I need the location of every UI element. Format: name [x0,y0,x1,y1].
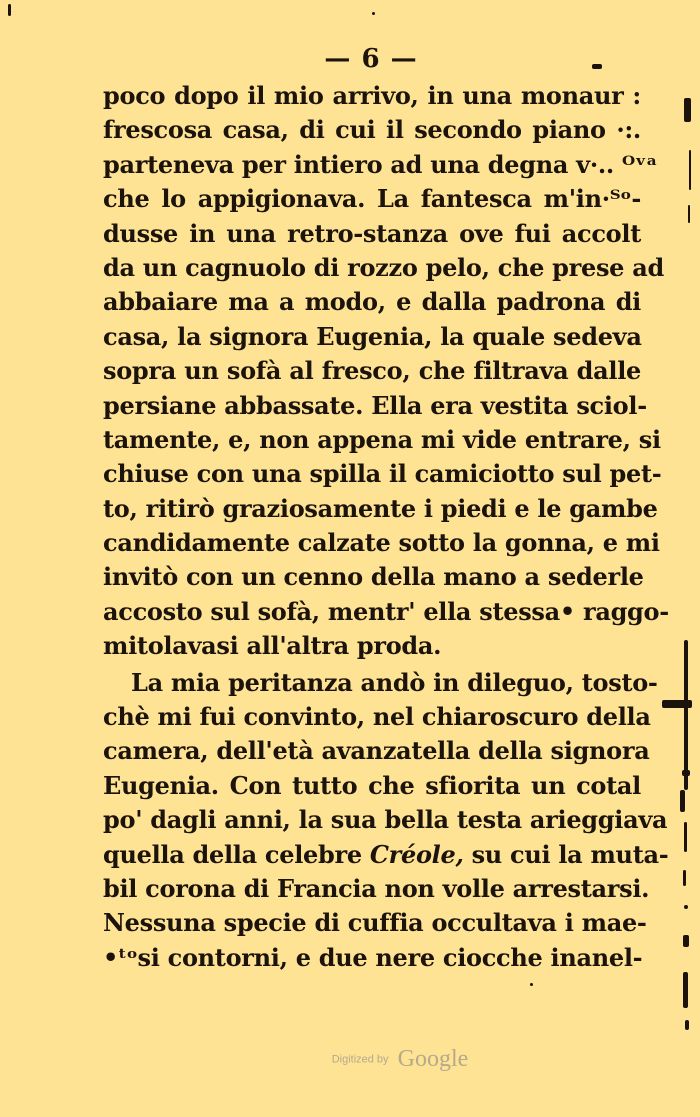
text-line: camera, dell'età avanzatella della signora [103,736,650,766]
scan-speck [689,150,691,190]
text-line: chè mi fui convinto, nel chiaroscuro della [103,702,651,732]
scan-speck [662,700,692,708]
text-line: Eugenia. Con tutto che sfiorita un cotal [103,770,641,800]
text-line: po' dagli anni, la sua bella testa arieggiava [103,805,668,835]
page-number: — 6 — [324,44,418,74]
text-line: casa, la signora Eugenia, la quale sedeva [103,321,642,351]
scan-speck [682,770,690,776]
scan-speck [683,935,689,947]
scan-speck [684,98,691,122]
scan-speck [688,205,690,223]
text-fragment: su cui la muta- [463,839,669,869]
scan-speck [685,1020,689,1030]
text-line: chiuse con una spilla il camiciotto sul pet- [103,459,662,489]
text-fragment: quella della celebre [103,839,370,869]
digitization-watermark [0,1046,700,1073]
watermark-small-text: Digitized by [331,1053,389,1066]
text-line: La mia peritanza andò in dileguo, tosto- [131,667,658,697]
text-line: accosto sul sofà, mentr' ella stessa• raggo- [103,596,669,626]
scan-speck [684,822,687,852]
scan-speck [372,12,375,15]
scan-speck [592,64,602,69]
text-line: persiane abbassate. Ella era vestita sciol- [103,390,647,420]
text-line [103,838,669,872]
text-line: invitò con un cenno della mano a sederle [103,562,644,592]
scan-speck [8,4,11,16]
scan-speck [680,790,685,812]
text-line: bil corona di Francia non volle arrestarsi. [103,873,650,903]
text-line: Nessuna specie di cuffia occultava i mae- [103,908,647,938]
text-line: candidamente calzate sotto la gonna, e mi [103,528,660,558]
text-line: parteneva per intiero ad una degna v·.. ᴼᵛᵃ [103,149,658,179]
scan-speck [684,905,688,909]
scan-speck [530,983,533,986]
text-line: •ᵗᵒsi contorni, e due nere ciocche inanel- [103,942,643,972]
text-line: frescosa casa, di cui il secondo piano ·:. [103,115,641,145]
paragraph [103,666,669,976]
scan-speck [683,870,686,886]
text-line: poco dopo il mio arrivo, in una monaur : [103,81,641,110]
text-line: abbaiare ma a modo, e dalla padrona di [103,287,641,317]
text-line: to, ritirò graziosamente i piedi e le gambe [103,493,658,523]
book-text [103,79,669,975]
watermark-logo: Google [397,1046,469,1072]
scan-speck [683,972,688,1008]
paragraph [103,79,669,664]
text-line: sopra un sofà al fresco, che filtrava dalle [103,356,641,386]
italic-title: Créole, [369,839,464,869]
text-line: tamente, e, non appena mi vide entrare, si [103,424,661,454]
text-line: da un cagnuolo di rozzo pelo, che prese ad [103,252,664,282]
scan-speck [684,640,688,790]
text-line: che lo appigionava. La fantesca m'in·ᵀᵒ- [103,184,641,214]
text-line: dusse in una retro-stanza ove fui accolt [103,218,641,248]
text-line: mitolavasi all'altra proda. [103,631,442,661]
